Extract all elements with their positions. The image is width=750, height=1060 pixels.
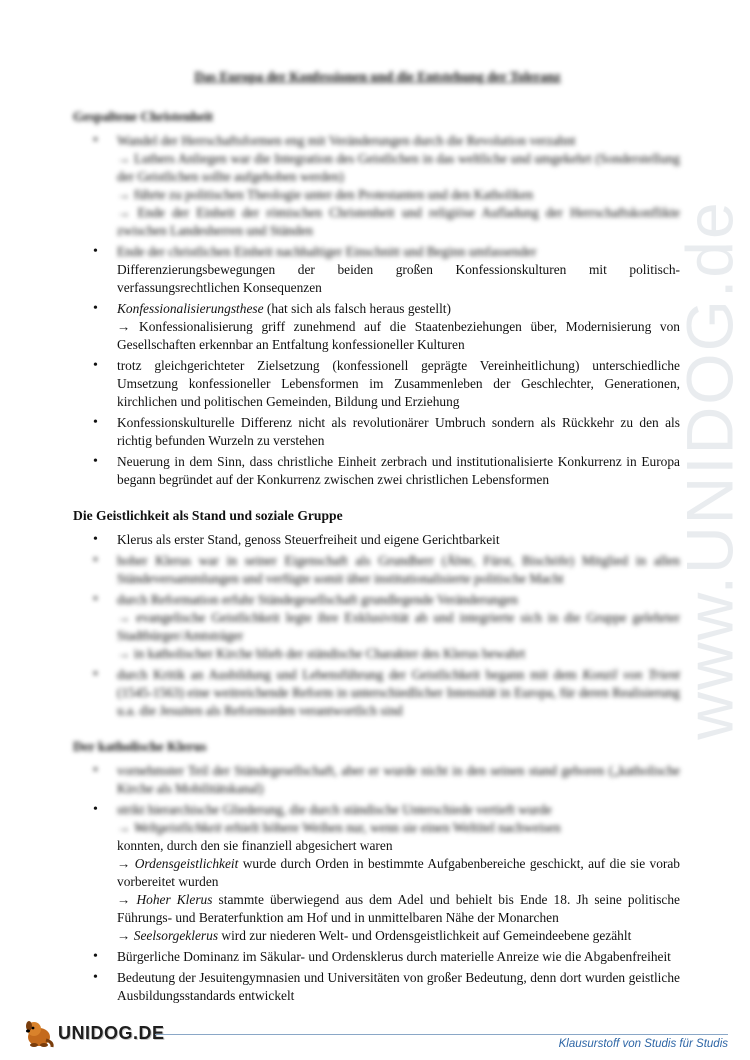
- list-item-emphasis: Konfessionalisierungsthese: [117, 301, 264, 316]
- list-item: [75, 414, 680, 450]
- list-item-text: Bürgerliche Dominanz im Säkular- und Ordensklerus durch materielle Anreize wie die Abgabenfreiheit: [117, 949, 671, 964]
- list-item-text: (1545-1563) eine weitreichende Reform in unterschiedlicher Intensität in Europa, für deren Realisierung u.a. die Jesuiten als Reformorden verantwortlich sind: [117, 685, 680, 718]
- arrow: →: [117, 820, 131, 835]
- list-item-text: hoher Klerus war in seiner Eigenschaft als Grundherr (Äbte, Fürst, Bischöfe) Mitglied in allen Ständeversammlungen und verfügte somit über institutionalisierte politische Macht: [117, 553, 680, 586]
- sub-item: [117, 927, 680, 945]
- list-item-text: trotz gleichgerichteter Zielsetzung (konfessionell geprägte Vereinheitlichung) unterschiedliche Umsetzung konfessioneller Lebensformen im Zusammenleben der Geschlechter, Generationen, kirchlichen und politischen Gemeinden, Bildung und Erziehung: [117, 358, 680, 409]
- section-heading-3: Der katholische Klerus: [73, 739, 207, 754]
- list-item: [75, 801, 680, 945]
- list-item-emphasis: Konzil von Trient: [582, 667, 680, 682]
- list-item-text: vornehmster Teil der Ständegesellschaft, aber er wurde nicht in den seinen stand geboren („katholische Kirche als Mobilitätskanal): [117, 763, 680, 796]
- watermark-text: www.UNIDOG.de: [673, 200, 747, 740]
- list-item: [75, 969, 680, 1005]
- footer-divider: [155, 1034, 728, 1035]
- sub-item-text: stammte überwiegend aus dem Adel und behielt bis Ende 18. Jh seine politische Führungs- und Beraterfunktion am Hof und in unmittelbaren Nähe der Monarchen: [117, 892, 680, 925]
- sub-item-text: erhielt höhere Weihen nur, wenn sie einen Weltitel nachweisen: [221, 820, 561, 835]
- arrow: →: [117, 892, 131, 907]
- sub-item-emphasis: Hoher Klerus: [136, 892, 213, 907]
- sub-item: [117, 855, 680, 891]
- section-3-list: [75, 762, 680, 1005]
- sub-item: → evangelische Geistlichkeit legte ihre Exklusivität ab und integrierte sich in die Gruppe gelehrter Stadtbürger/Amtsträger: [117, 610, 680, 643]
- sub-item: → Ende der Einheit der römischen Christenheit und religiöse Aufladung der Herrschaftskonflikte zwischen Landesherren und Ständen: [117, 205, 680, 238]
- list-item: [75, 243, 680, 297]
- list-item: [75, 300, 680, 354]
- sub-item: → in katholischer Kirche blieb der ständische Charakter des Klerus bewahrt: [117, 646, 526, 661]
- list-item: [75, 591, 680, 663]
- sub-item: → Konfessionalisierung griff zunehmend auf die Staatenbeziehungen über, Modernisierung von Gesellschaften erkennbar an Entfaltung konfessioneller Kulturen: [117, 319, 680, 352]
- arrow: →: [117, 928, 131, 943]
- sub-item: [117, 819, 680, 837]
- document-title: Das Europa der Konfessionen und die Entstehung der Toleranz: [194, 69, 561, 84]
- sub-item: [117, 891, 680, 927]
- list-item: [75, 132, 680, 240]
- sub-item: → Luthers Anliegen war die Integration des Geistlichen in das weltliche und umgekehrt (Sonderstellung der Geistlichen sollte aufgehoben werden): [117, 151, 680, 184]
- section-1-list: [75, 132, 680, 489]
- footer-logo[interactable]: [22, 1016, 165, 1050]
- list-item-text: • durch Reformation erfuhr Ständegesellschaft grundlegende Veränderungen: [117, 592, 518, 607]
- sub-item-text: wird zur niederen Welt- und Ordensgeistlichkeit auf Gemeindeebene gezählt: [218, 928, 632, 943]
- dog-mascot-icon: [22, 1016, 56, 1050]
- sub-item-emphasis: Seelsorgeklerus: [133, 928, 219, 943]
- sub-item: → führte zu politischen Theologie unter den Protestanten und den Katholiken: [117, 187, 534, 202]
- section-2-list: [75, 531, 680, 720]
- list-item-text: • Wandel der Herrschaftsformen eng mit Veränderungen durch die Revolution verzahnt: [117, 133, 576, 148]
- arrow: →: [117, 856, 131, 871]
- sub-item-emphasis: Ordensgeistlichkeit: [134, 856, 239, 871]
- list-item-text: Bedeutung der Jesuitengymnasien und Universitäten von großer Bedeutung, denn dort wurden geistliche Ausbildungsstandards entwickelt: [117, 970, 680, 1003]
- logo-text: UNIDOG.DE: [58, 1022, 165, 1043]
- sub-item-text: wurde durch Orden in bestimmte Aufgabenbereiche geschickt, auf die sie vorab vorbereitet wurden: [117, 856, 680, 889]
- list-item-text: (hat sich als falsch heraus gestellt): [263, 301, 451, 316]
- section-heading-1: Gespaltene Christenheit: [73, 109, 214, 124]
- list-item-text: Klerus als erster Stand, genoss Steuerfreiheit und eigene Gerichtbarkeit: [117, 532, 500, 547]
- list-item: [75, 453, 680, 489]
- list-item: [75, 357, 680, 411]
- list-item-text: durch Kritik an Ausbildung und Lebensführung der Geistlichkeit begann mit dem: [117, 667, 583, 682]
- list-item: [75, 666, 680, 720]
- footer-slogan: Klausurstoff von Studis für Studis: [558, 1038, 728, 1050]
- list-item: [75, 552, 680, 588]
- list-item-text: Neuerung in dem Sinn, dass christliche Einheit zerbrach und institutionalisierte Konkurrenz in Europa begann begründet auf der Konkurrenz zwischen zwei christlichen Lebensformen: [117, 454, 680, 487]
- list-item-text: Konfessionskulturelle Differenz nicht als revolutionärer Umbruch sondern als Rückkehr zu den als richtig befunden Wurzeln zu verstehen: [117, 415, 680, 448]
- sub-item-text: konnten, durch den sie finanziell abgesichert waren: [117, 838, 393, 853]
- list-item: [75, 762, 680, 798]
- document-body: [75, 68, 680, 1023]
- list-item: [75, 948, 680, 966]
- sub-item-emphasis: Weltgeistlichkeit: [133, 820, 222, 835]
- list-item-text-blurred: • Ende der christlichen Einheit nachhaltiger Einschnitt und Beginn umfassender: [117, 244, 537, 259]
- list-item-text: Differenzierungsbewegungen der beiden großen Konfessionskulturen mit politisch-verfassungsrechtlichen Konsequenzen: [117, 262, 680, 295]
- section-heading-2: Die Geistlichkeit als Stand und soziale Gruppe: [73, 508, 343, 523]
- list-item: [75, 531, 680, 549]
- list-item-text: • strikt hierarchische Gliederung, die durch ständische Unterschiede vertieft wurde: [117, 802, 552, 817]
